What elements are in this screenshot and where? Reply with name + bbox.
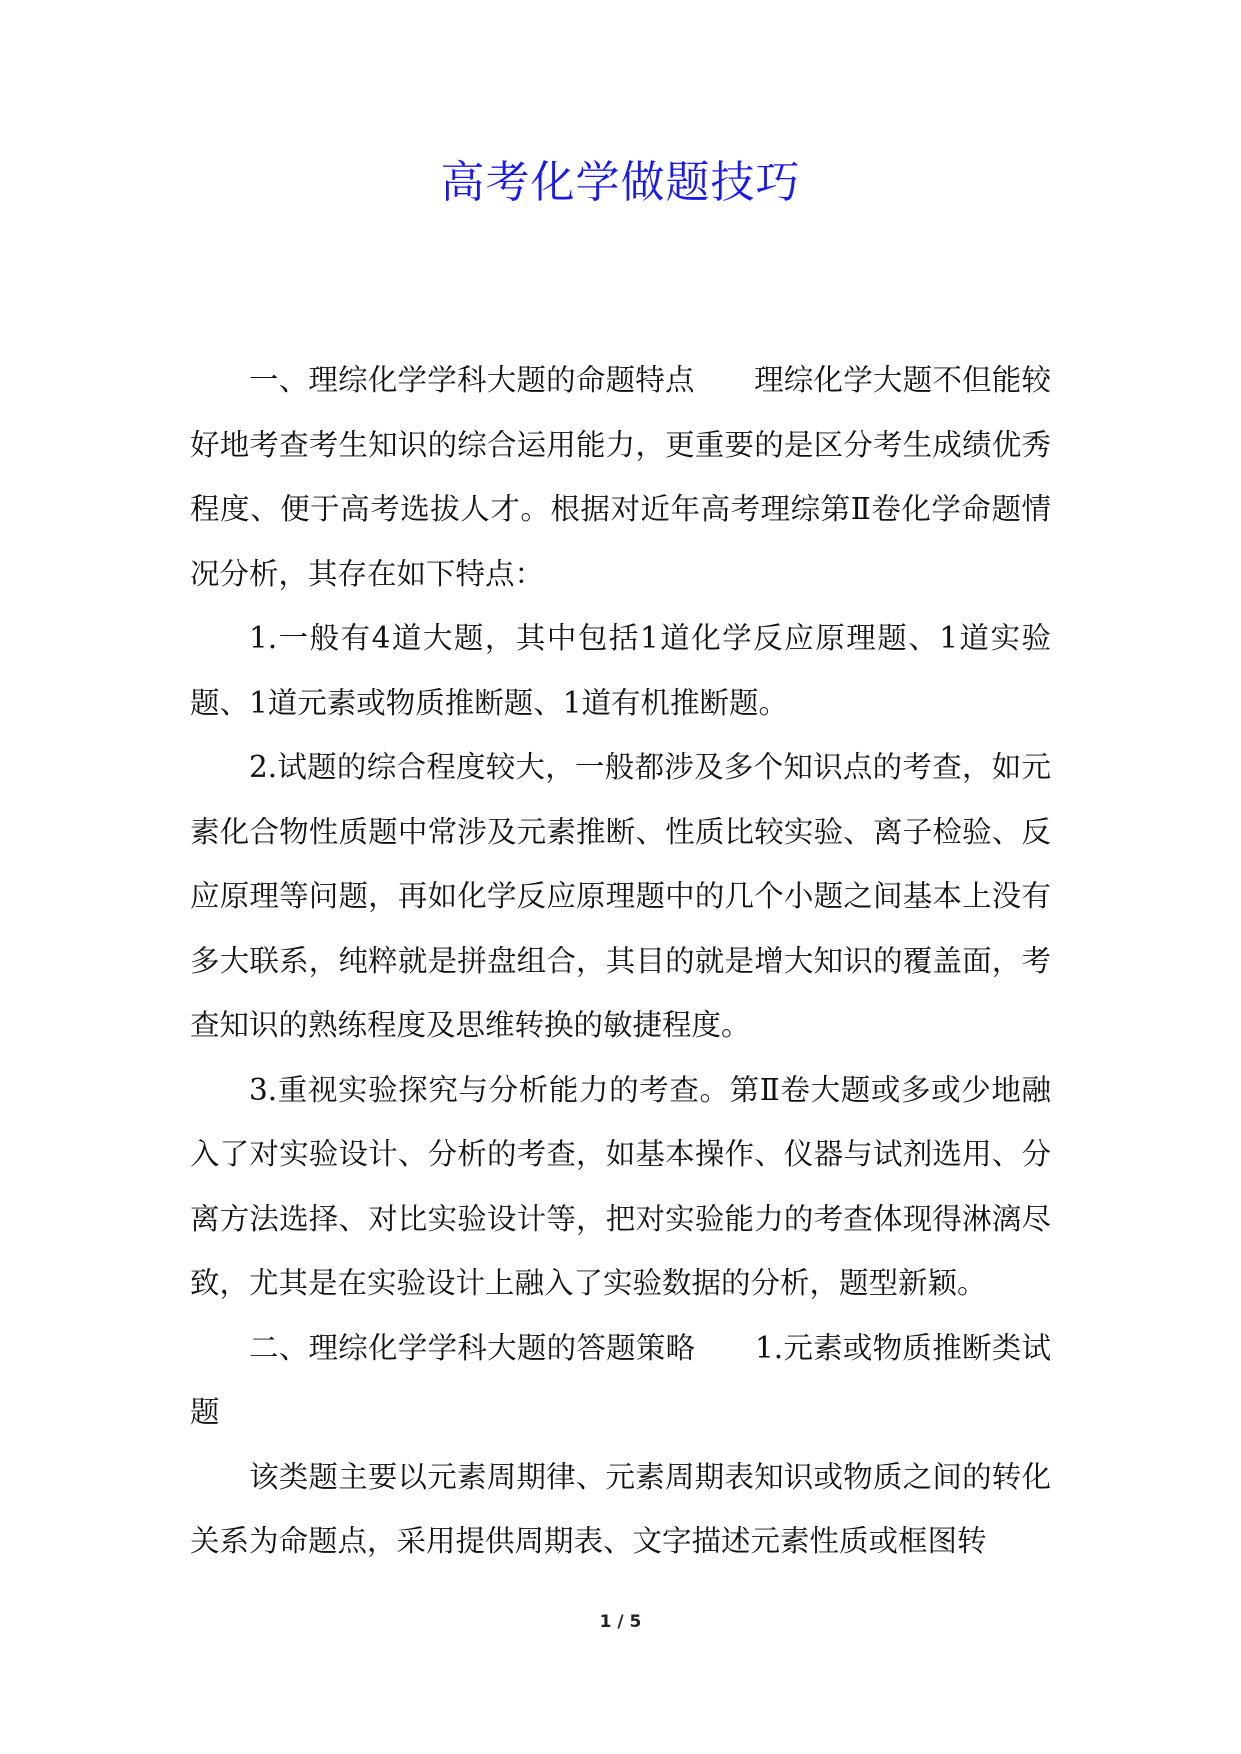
paragraph-section-one-intro: 一、理综化学学科大题的命题特点 理综化学大题不但能较好地考查考生知识的综合运用能力，更重要的是区分考生成绩优秀程度、便于高考选拔人才。根据对近年高考理综第Ⅱ卷化学命题情况分析，其存在如下特点： [190,363,1051,591]
paragraph-inference-questions: 该类题主要以元素周期律、元素周期表知识或物质之间的转化关系为命题点，采用提供周期表、文字描述元素性质或框图转 [190,1459,1051,1558]
document-body [190,348,1051,1574]
document-title: 高考化学做题技巧 [440,157,801,208]
paragraph-point-2: 2.试题的综合程度较大，一般都涉及多个知识点的考查，如元素化合物性质题中常涉及元素推断、性质比较实验、离子检验、反应原理等问题，再如化学反应原理题中的几个小题之间基本上没有多大联系，纯粹就是拼盘组合，其目的就是增大知识的覆盖面，考查知识的熟练程度及思维转换的敏捷程度。 [190,750,1051,1042]
page-indicator: 1 / 5 [599,1612,642,1632]
paragraph-point-3: 3.重视实验探究与分析能力的考查。第Ⅱ卷大题或多或少地融入了对实验设计、分析的考查，如基本操作、仪器与试剂选用、分离方法选择、对比实验设计等，把对实验能力的考查体现得淋漓尽致，尤其是在实验设计上融入了实验数据的分析，题型新颖。 [190,1072,1051,1300]
paragraph-point-1: 1.一般有4道大题，其中包括1道化学反应原理题、1道实验题、1道元素或物质推断题、1道有机推断题。 [190,621,1051,720]
paragraph-section-two-intro: 二、理综化学学科大题的答题策略 1.元素或物质推断类试题 [190,1330,1051,1429]
